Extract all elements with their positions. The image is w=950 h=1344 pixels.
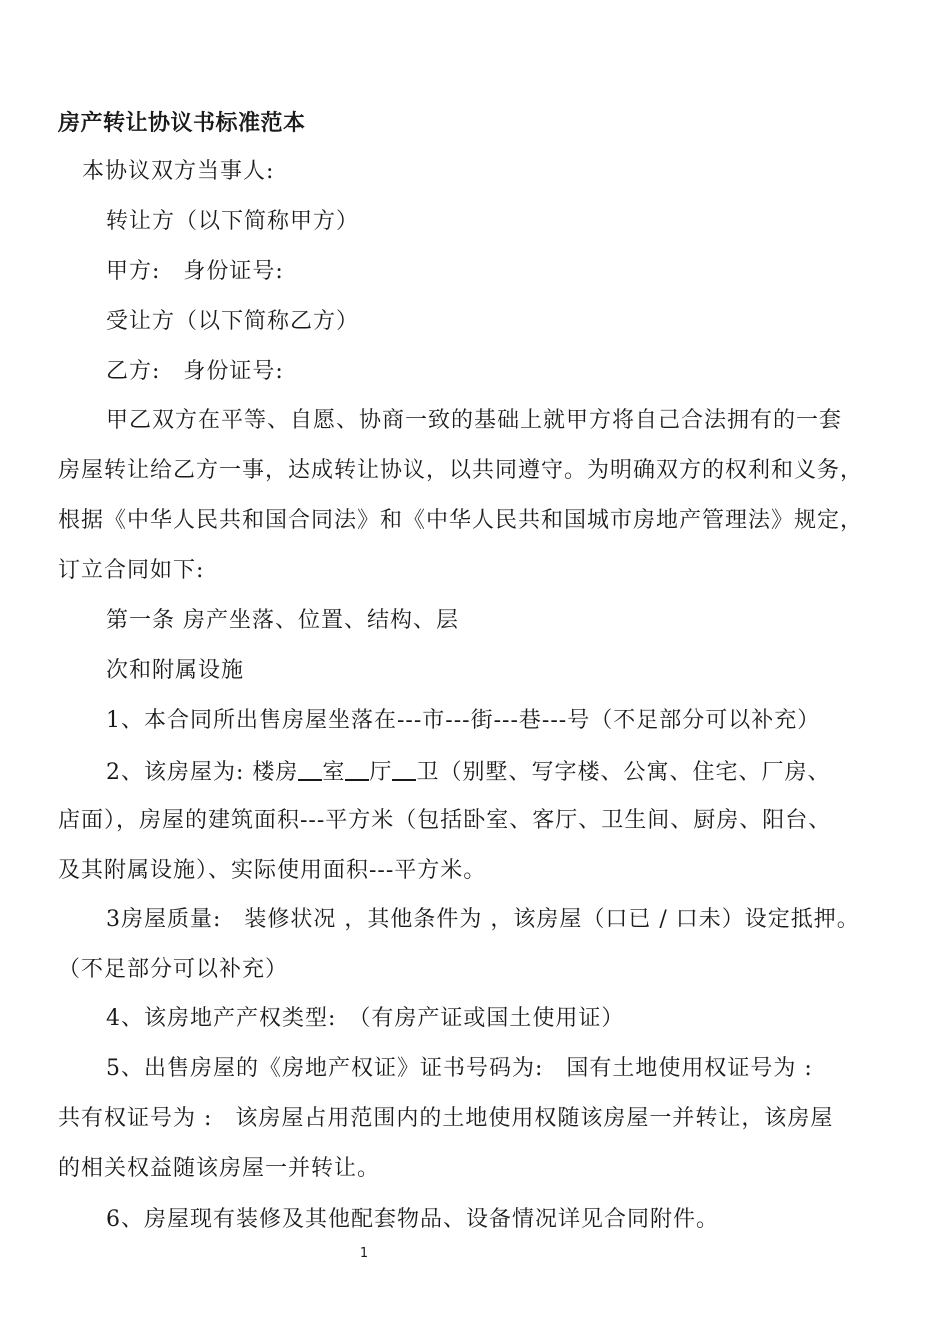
clause-5-line-2: 共有权证号为 : 该房屋占用范围内的土地使用权随该房屋一并转让，该房屋 bbox=[58, 1106, 834, 1131]
clause-2-part-c: 厅 bbox=[369, 760, 393, 785]
preamble-line-2: 房屋转让给乙方一事，达成转让协议，以共同遵守。为明确双方的权利和义务， bbox=[58, 458, 864, 483]
page-number: 1 bbox=[359, 1246, 369, 1261]
clause-2-line-3: 及其附属设施）、实际使用面积---平方米。 bbox=[58, 858, 487, 883]
clause-2-part-d: 卫（别墅、写字楼、公寓、住宅、厂房、 bbox=[416, 760, 831, 785]
clause-3: 3房屋质量: 装修状况 ，其他条件为 ，该房屋（口已 / 口未）设定抵押。 bbox=[106, 907, 860, 932]
blank-rooms bbox=[298, 757, 322, 781]
clause-6: 6、房屋现有装修及其他配套物品、设备情况详见合同附件。 bbox=[106, 1207, 719, 1232]
document-title: 房产转让协议书标准范本 bbox=[58, 110, 306, 136]
article-1-heading: 第一条 房产坐落、位置、结构、层 bbox=[106, 608, 459, 633]
transferor-line: 转让方（以下简称甲方） bbox=[106, 209, 360, 234]
party-a-id-line: 甲方: 身份证号: bbox=[106, 259, 284, 284]
blank-halls bbox=[345, 757, 369, 781]
clause-5-line-3: 的相关权益随该房屋一并转让。 bbox=[58, 1156, 381, 1181]
clause-2-line-2: 店面），房屋的建筑面积---平方米（包括卧室、客厅、卫生间、厨房、阳台、 bbox=[58, 808, 832, 833]
clause-3-cont: （不足部分可以补充） bbox=[58, 957, 289, 982]
blank-baths bbox=[392, 757, 416, 781]
preamble-line-1: 甲乙双方在平等、自愿、协商一致的基础上就甲方将自己合法拥有的一套 bbox=[106, 408, 843, 433]
clause-2-part-a: 2、该房屋为: 楼房 bbox=[106, 760, 299, 785]
party-b-id-line: 乙方: 身份证号: bbox=[106, 359, 284, 384]
parties-heading: 本协议双方当事人: bbox=[82, 159, 275, 184]
clause-1: 1、本合同所出售房屋坐落在---市---街---巷---号（不足部分可以补充） bbox=[106, 708, 821, 733]
preamble-line-4: 订立合同如下: bbox=[58, 558, 205, 583]
transferee-line: 受让方（以下简称乙方） bbox=[106, 309, 360, 334]
clause-2 bbox=[106, 757, 830, 788]
clause-5: 5、出售房屋的《房地产权证》证书号码为: 国有土地使用权证号为 : bbox=[106, 1056, 813, 1081]
article-1-heading-cont: 次和附属设施 bbox=[106, 658, 245, 683]
clause-4: 4、该房地产产权类型: （有房产证或国土使用证） bbox=[106, 1006, 625, 1031]
preamble-line-3: 根据《中华人民共和国合同法》和《中华人民共和国城市房地产管理法》规定， bbox=[58, 508, 864, 533]
clause-2-part-b: 室 bbox=[322, 760, 346, 785]
